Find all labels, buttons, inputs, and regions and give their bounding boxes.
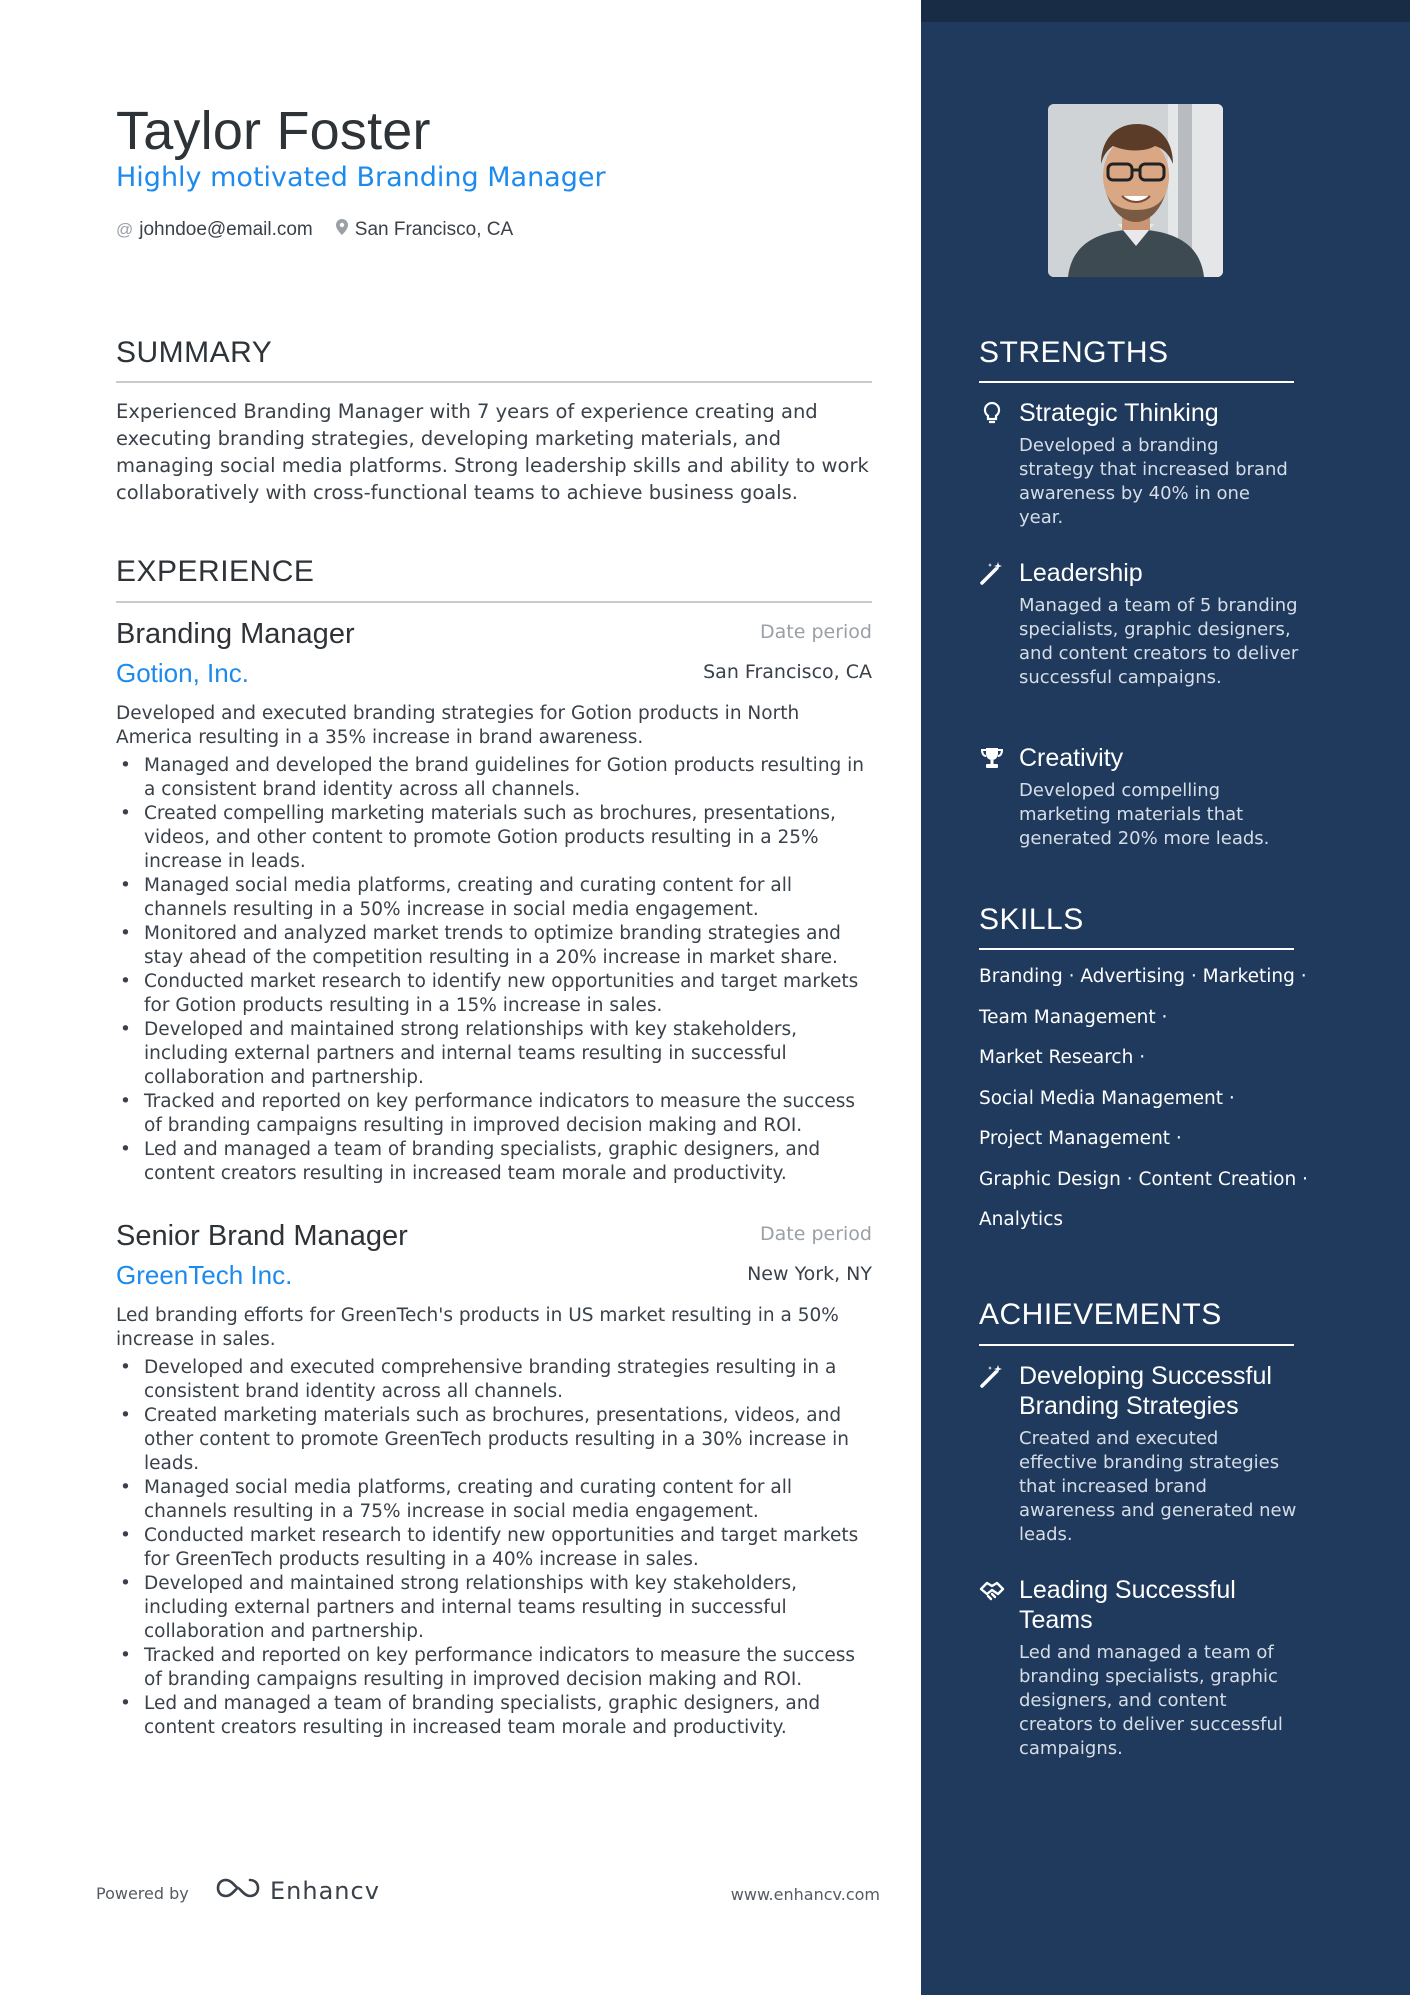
- job-entry: [116, 1220, 872, 1740]
- strength-item: [979, 398, 1299, 530]
- candidate-headline: Highly motivated Branding Manager: [116, 162, 606, 193]
- email-text: johndoe@email.com: [139, 218, 313, 240]
- achievements-heading: ACHIEVEMENTS: [979, 1298, 1222, 1331]
- contact-info: [116, 218, 513, 241]
- achievement-description: Created and executed effective branding strategies that increased brand awareness and generated new leads.: [1019, 1428, 1297, 1545]
- handshake-icon: [979, 1577, 1005, 1603]
- job-location: New York, NY: [747, 1263, 872, 1285]
- contact-location: [335, 218, 513, 241]
- at-sign-icon: @: [116, 219, 134, 239]
- job-bullets: [116, 1356, 872, 1740]
- achievement-title: Developing Successful Branding Strategies: [1019, 1362, 1272, 1420]
- company-name[interactable]: Gotion, Inc.: [116, 658, 249, 688]
- job-date: Date period: [760, 1223, 872, 1245]
- skill-row: Team Management ·: [979, 1006, 1168, 1028]
- strengths-heading: STRENGTHS: [979, 336, 1169, 369]
- bullet-item: • Led and managed a team of branding specialists, graphic designers, and content creators resulting in increased team morale and productivity.: [116, 1692, 872, 1740]
- bullet-item: • Developed and executed comprehensive branding strategies resulting in a consistent brand identity across all channels.: [116, 1356, 872, 1404]
- achievement-item: [979, 1575, 1299, 1761]
- experience-divider: [116, 601, 872, 603]
- job-entry: [116, 618, 872, 1186]
- job-bullets: [116, 754, 872, 1186]
- profile-photo: [1048, 104, 1223, 277]
- summary-heading: SUMMARY: [116, 336, 273, 369]
- skills-list: [979, 962, 1319, 1246]
- trophy-icon: [979, 745, 1005, 771]
- job-location: San Francisco, CA: [703, 661, 872, 683]
- summary-text: Experienced Branding Manager with 7 years of experience creating and executing branding strategies, developing marketing materials, and managing social media platforms. Strong leadership skills and ability to work collaboratively with cross-functional teams to achieve business goals.: [116, 400, 869, 504]
- skill-row: Graphic Design · Content Creation ·: [979, 1168, 1308, 1190]
- skill-row: Analytics: [979, 1209, 1064, 1230]
- skill-row: Project Management ·: [979, 1128, 1182, 1149]
- location-pin-icon: [335, 218, 349, 241]
- strength-item: [979, 743, 1299, 851]
- strength-description: Managed a team of 5 branding specialists, graphic designers, and content creators to deliver successful campaigns.: [1019, 595, 1299, 688]
- bullet-item: • Created marketing materials such as brochures, presentations, videos, and other content to promote GreenTech products resulting in a 30% increase in leads.: [116, 1404, 872, 1476]
- strength-title: Leadership: [1019, 559, 1143, 587]
- website-link[interactable]: www.enhancv.com: [730, 1885, 880, 1904]
- achievement-item: [979, 1361, 1299, 1547]
- job-description: Led branding efforts for GreenTech's products in US market resulting in a 50% increase in sales.: [116, 1305, 839, 1350]
- bullet-item: • Tracked and reported on key performance indicators to measure the success of branding campaigns resulting in improved decision making and ROI.: [116, 1644, 872, 1692]
- skill-row: Social Media Management ·: [979, 1087, 1235, 1109]
- bullet-item: • Created compelling marketing materials such as brochures, presentations, videos, and other content to promote Gotion products resulting in a 25% increase in leads.: [116, 802, 872, 874]
- strength-title: Creativity: [1019, 744, 1124, 772]
- footer: [96, 1876, 880, 1910]
- brand-name: Enhancv: [270, 1877, 380, 1905]
- bullet-item: • Managed social media platforms, creating and curating content for all channels resulting in a 75% increase in social media engagement.: [116, 1476, 872, 1524]
- bullet-item: • Managed and developed the brand guidelines for Gotion products resulting in a consistent brand identity across all channels.: [116, 754, 872, 802]
- job-title: Senior Brand Manager: [116, 1220, 408, 1252]
- skills-heading: SKILLS: [979, 903, 1084, 936]
- strength-item: [979, 558, 1299, 690]
- strength-description: Developed a branding strategy that increased brand awareness by 40% in one year.: [1019, 435, 1288, 528]
- bullet-item: • Developed and maintained strong relationships with key stakeholders, including external partners and internal teams resulting in successful collaboration and partnership.: [116, 1572, 872, 1644]
- candidate-name: Taylor Foster: [116, 101, 431, 161]
- contact-email[interactable]: [116, 218, 313, 241]
- skill-row: Market Research ·: [979, 1047, 1146, 1068]
- strength-description: Developed compelling marketing materials that generated 20% more leads.: [1019, 780, 1270, 849]
- bullet-item: • Managed social media platforms, creating and curating content for all channels resulting in a 50% increase in social media engagement.: [116, 874, 872, 922]
- achievements-divider: [979, 1344, 1294, 1346]
- job-title: Branding Manager: [116, 618, 355, 650]
- magic-wand-icon: [979, 560, 1005, 586]
- strengths-divider: [979, 381, 1294, 383]
- sidebar-top-band: [921, 0, 1410, 22]
- strength-title: Strategic Thinking: [1019, 399, 1219, 427]
- sidebar: [921, 0, 1410, 1995]
- bullet-item: • Tracked and reported on key performance indicators to measure the success of branding campaigns resulting in improved decision making and ROI.: [116, 1090, 872, 1138]
- lightbulb-icon: [979, 400, 1005, 426]
- bullet-item: • Conducted market research to identify new opportunities and target markets for GreenTech products resulting in a 40% increase in sales.: [116, 1524, 872, 1572]
- bullet-item: • Led and managed a team of branding specialists, graphic designers, and content creators resulting in increased team morale and productivity.: [116, 1138, 872, 1186]
- enhancv-logo[interactable]: [214, 1876, 380, 1906]
- infinity-logo-icon: [214, 1876, 262, 1906]
- achievement-title: Leading Successful Teams: [1019, 1576, 1236, 1634]
- location-text: San Francisco, CA: [354, 218, 514, 240]
- magic-wand-icon: [979, 1363, 1005, 1389]
- job-date: Date period: [760, 621, 872, 643]
- achievement-description: Led and managed a team of branding specialists, graphic designers, and content creators to deliver successful campaigns.: [1019, 1642, 1283, 1759]
- job-description: Developed and executed branding strategies for Gotion products in North America resulting in a 35% increase in brand awareness.: [116, 703, 800, 748]
- bullet-item: • Conducted market research to identify new opportunities and target markets for Gotion products resulting in a 15% increase in sales.: [116, 970, 872, 1018]
- bullet-item: • Monitored and analyzed market trends to optimize branding strategies and stay ahead of the competition resulting in a 20% increase in market share.: [116, 922, 872, 970]
- skills-divider: [979, 948, 1294, 950]
- summary-divider: [116, 381, 872, 383]
- company-name[interactable]: GreenTech Inc.: [116, 1260, 293, 1290]
- powered-by-text: Powered by: [96, 1884, 189, 1903]
- skill-row: Branding · Advertising · Marketing ·: [979, 966, 1307, 987]
- bullet-item: • Developed and maintained strong relationships with key stakeholders, including external partners and internal teams resulting in successful collaboration and partnership.: [116, 1018, 872, 1090]
- experience-heading: EXPERIENCE: [116, 555, 315, 588]
